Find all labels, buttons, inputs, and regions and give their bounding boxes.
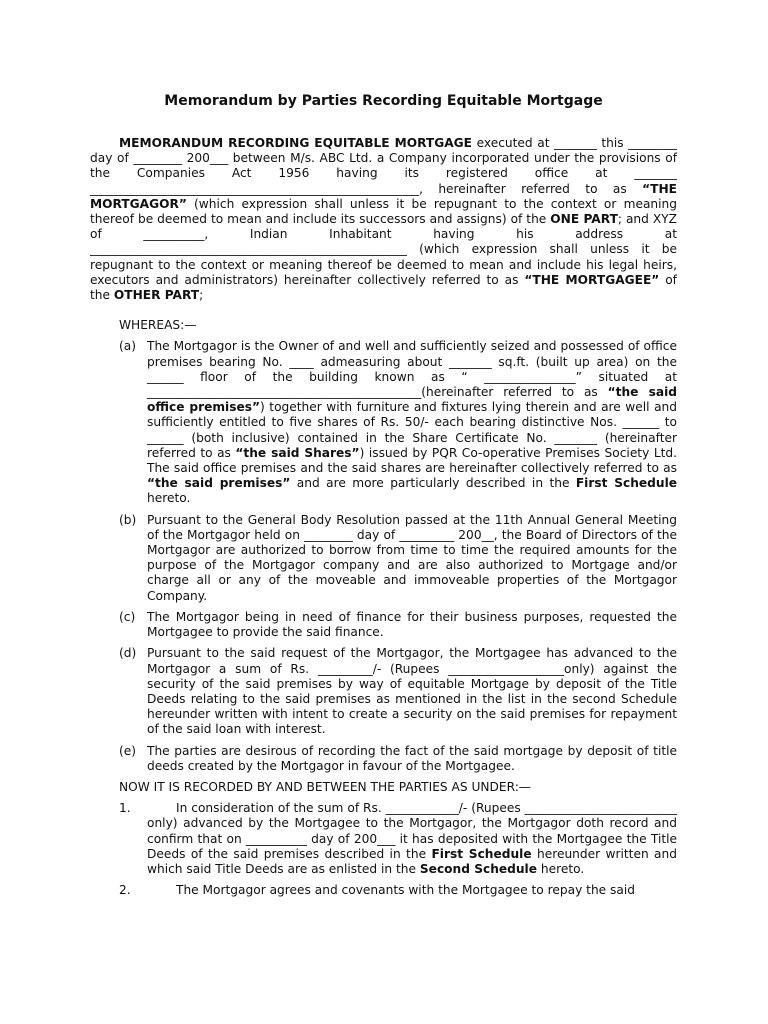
recital-text: The Mortgagor being in need of finance for their business purposes, requested the Mortgagee to provide the said finance. xyxy=(147,609,677,640)
recital-b xyxy=(90,513,677,604)
document-title: Memorandum by Parties Recording Equitable Mortgage xyxy=(164,93,603,109)
recital-text: Pursuant to the said request of the Mortgagor, the Mortgagee has advanced to the Mortgagor a sum of Rs. _________/- (Rupees ___________________only) against the security of the said premises by way of equitable Mortgage by deposit of the Title Deeds relating to the said premises as mentioned in the list in the second Schedule hereunder written with intent to create a security on the said premises for repayment of the said loan with interest. xyxy=(147,646,677,737)
recital-label: (e) xyxy=(119,743,137,758)
recital-a-text-5: hereto. xyxy=(147,491,191,506)
recital-text xyxy=(147,339,677,506)
clause-label: 2. xyxy=(119,883,131,898)
recital-label: (b) xyxy=(119,512,137,527)
now-recorded-heading: NOW IT IS RECORDED BY AND BETWEEN THE PARTIES AS UNDER:— xyxy=(119,779,531,794)
recital-text: Pursuant to the General Body Resolution passed at the 11th Annual General Meeting of the Mortgagor held on ________ day of _________ 200__, the Board of Directors of the Mortgagor are authorized to borrow from time to time the required amounts for the purpose of the Mortgagor company and are also authorized to Mortgage and/or charge all or any of the moveable and immoveable properties of the Mortgagor Company. xyxy=(147,512,677,603)
recital-a xyxy=(90,339,677,506)
mortgagee-term: “THE MORTGAGEE” xyxy=(524,272,660,287)
other-part-term: OTHER PART xyxy=(113,288,200,303)
recital-a-text-3: ) issued by PQR Co-operative Premises Society Ltd. The said office premises and the said shares are hereinafter collectively referred to as xyxy=(147,445,677,476)
recital-e xyxy=(90,744,677,774)
clause-text: The Mortgagor agrees and covenants with the Mortgagee to repay the said xyxy=(176,883,635,898)
intro-text-5: ; xyxy=(199,288,204,303)
clause-2 xyxy=(90,883,677,898)
said-premises-term: “the said premises” xyxy=(147,476,291,491)
clause-label: 1. xyxy=(119,801,131,816)
intro-heading: MEMORANDUM RECORDING EQUITABLE MORTGAGE xyxy=(119,136,472,150)
said-office-premises-term: “the said office premises” xyxy=(147,385,677,415)
said-shares-term: “the said Shares” xyxy=(235,445,360,460)
one-part-term: ONE PART xyxy=(550,212,618,227)
first-schedule-term: First Schedule xyxy=(575,476,678,491)
intro-text-3: ; and XYZ of __________, Indian Inhabitant having his address at ____________________________________________________ (which expression shall unless it be repugnant to the context or meaning thereof be deemed to mean and include his legal heirs, executors and administrators) hereinafter collectively referred to as xyxy=(90,212,677,287)
clause-1-text-2: hereunder written and which said Title Deeds are as enlisted in the xyxy=(147,846,677,876)
recital-text: The parties are desirous of recording the fact of the said mortgage by deposit of title deeds created by the Mortgagor in favour of the Mortgagee. xyxy=(147,743,677,773)
recital-a-text-1: The Mortgagor is the Owner of and well and sufficiently seized and possessed of office premises bearing No. ____ admeasuring about _______ sq.ft. (built up area) on the ______ floor of the building known as “ _______________” situated at _____________________________________________(hereinafter referred to as xyxy=(147,339,677,400)
clause-text xyxy=(147,801,677,877)
whereas-heading: WHEREAS:— xyxy=(119,318,197,333)
recital-c xyxy=(90,610,677,640)
recital-a-text-4: and are more particularly described in the xyxy=(290,476,576,491)
recital-label: (d) xyxy=(119,646,137,661)
intro-text-1: executed at _______ this ________ day of ________ 200___ between M/s. ABC Ltd. a Company incorporated under the provisions of the Companies Act 1956 having its registered office at _______ ______________________________________________________, hereinafter referred to as xyxy=(90,136,677,196)
document-page xyxy=(90,92,677,904)
recital-d xyxy=(90,646,677,737)
recital-label: (c) xyxy=(119,609,136,624)
intro-text-2: (which expression shall unless it be repugnant to the context or meaning thereof be deemed to mean and include its successors and assigns) of the xyxy=(90,196,677,227)
mortgagor-term: “THE MORTGAGOR” xyxy=(90,181,677,211)
clause-1-text-3: hereto. xyxy=(536,861,585,876)
intro-paragraph xyxy=(90,136,677,303)
second-schedule-term: Second Schedule xyxy=(419,861,537,876)
first-schedule-term: First Schedule xyxy=(431,846,532,861)
recital-a-text-2: ) together with furniture and fixtures lying therein and are well and sufficiently entitled to five shares of Rs. 50/- each bearing distinctive Nos. ______ to ______ (both inclusive) contained in the Share Certificate No. _______ (hereinafter referred to as xyxy=(147,400,677,460)
clause-1-text-1: In consideration of the sum of Rs. ____________/- (Rupees _________________________ only) advanced by the Mortgagee to the Mortgagor, the Mortgagor doth record and confirm that on __________ day of 200___ it has deposited with the Mortgagee the Title Deeds of the said premises described in the xyxy=(147,801,677,861)
intro-text-4: of the xyxy=(90,272,677,303)
recital-label: (a) xyxy=(119,339,136,354)
clause-1 xyxy=(90,801,677,877)
